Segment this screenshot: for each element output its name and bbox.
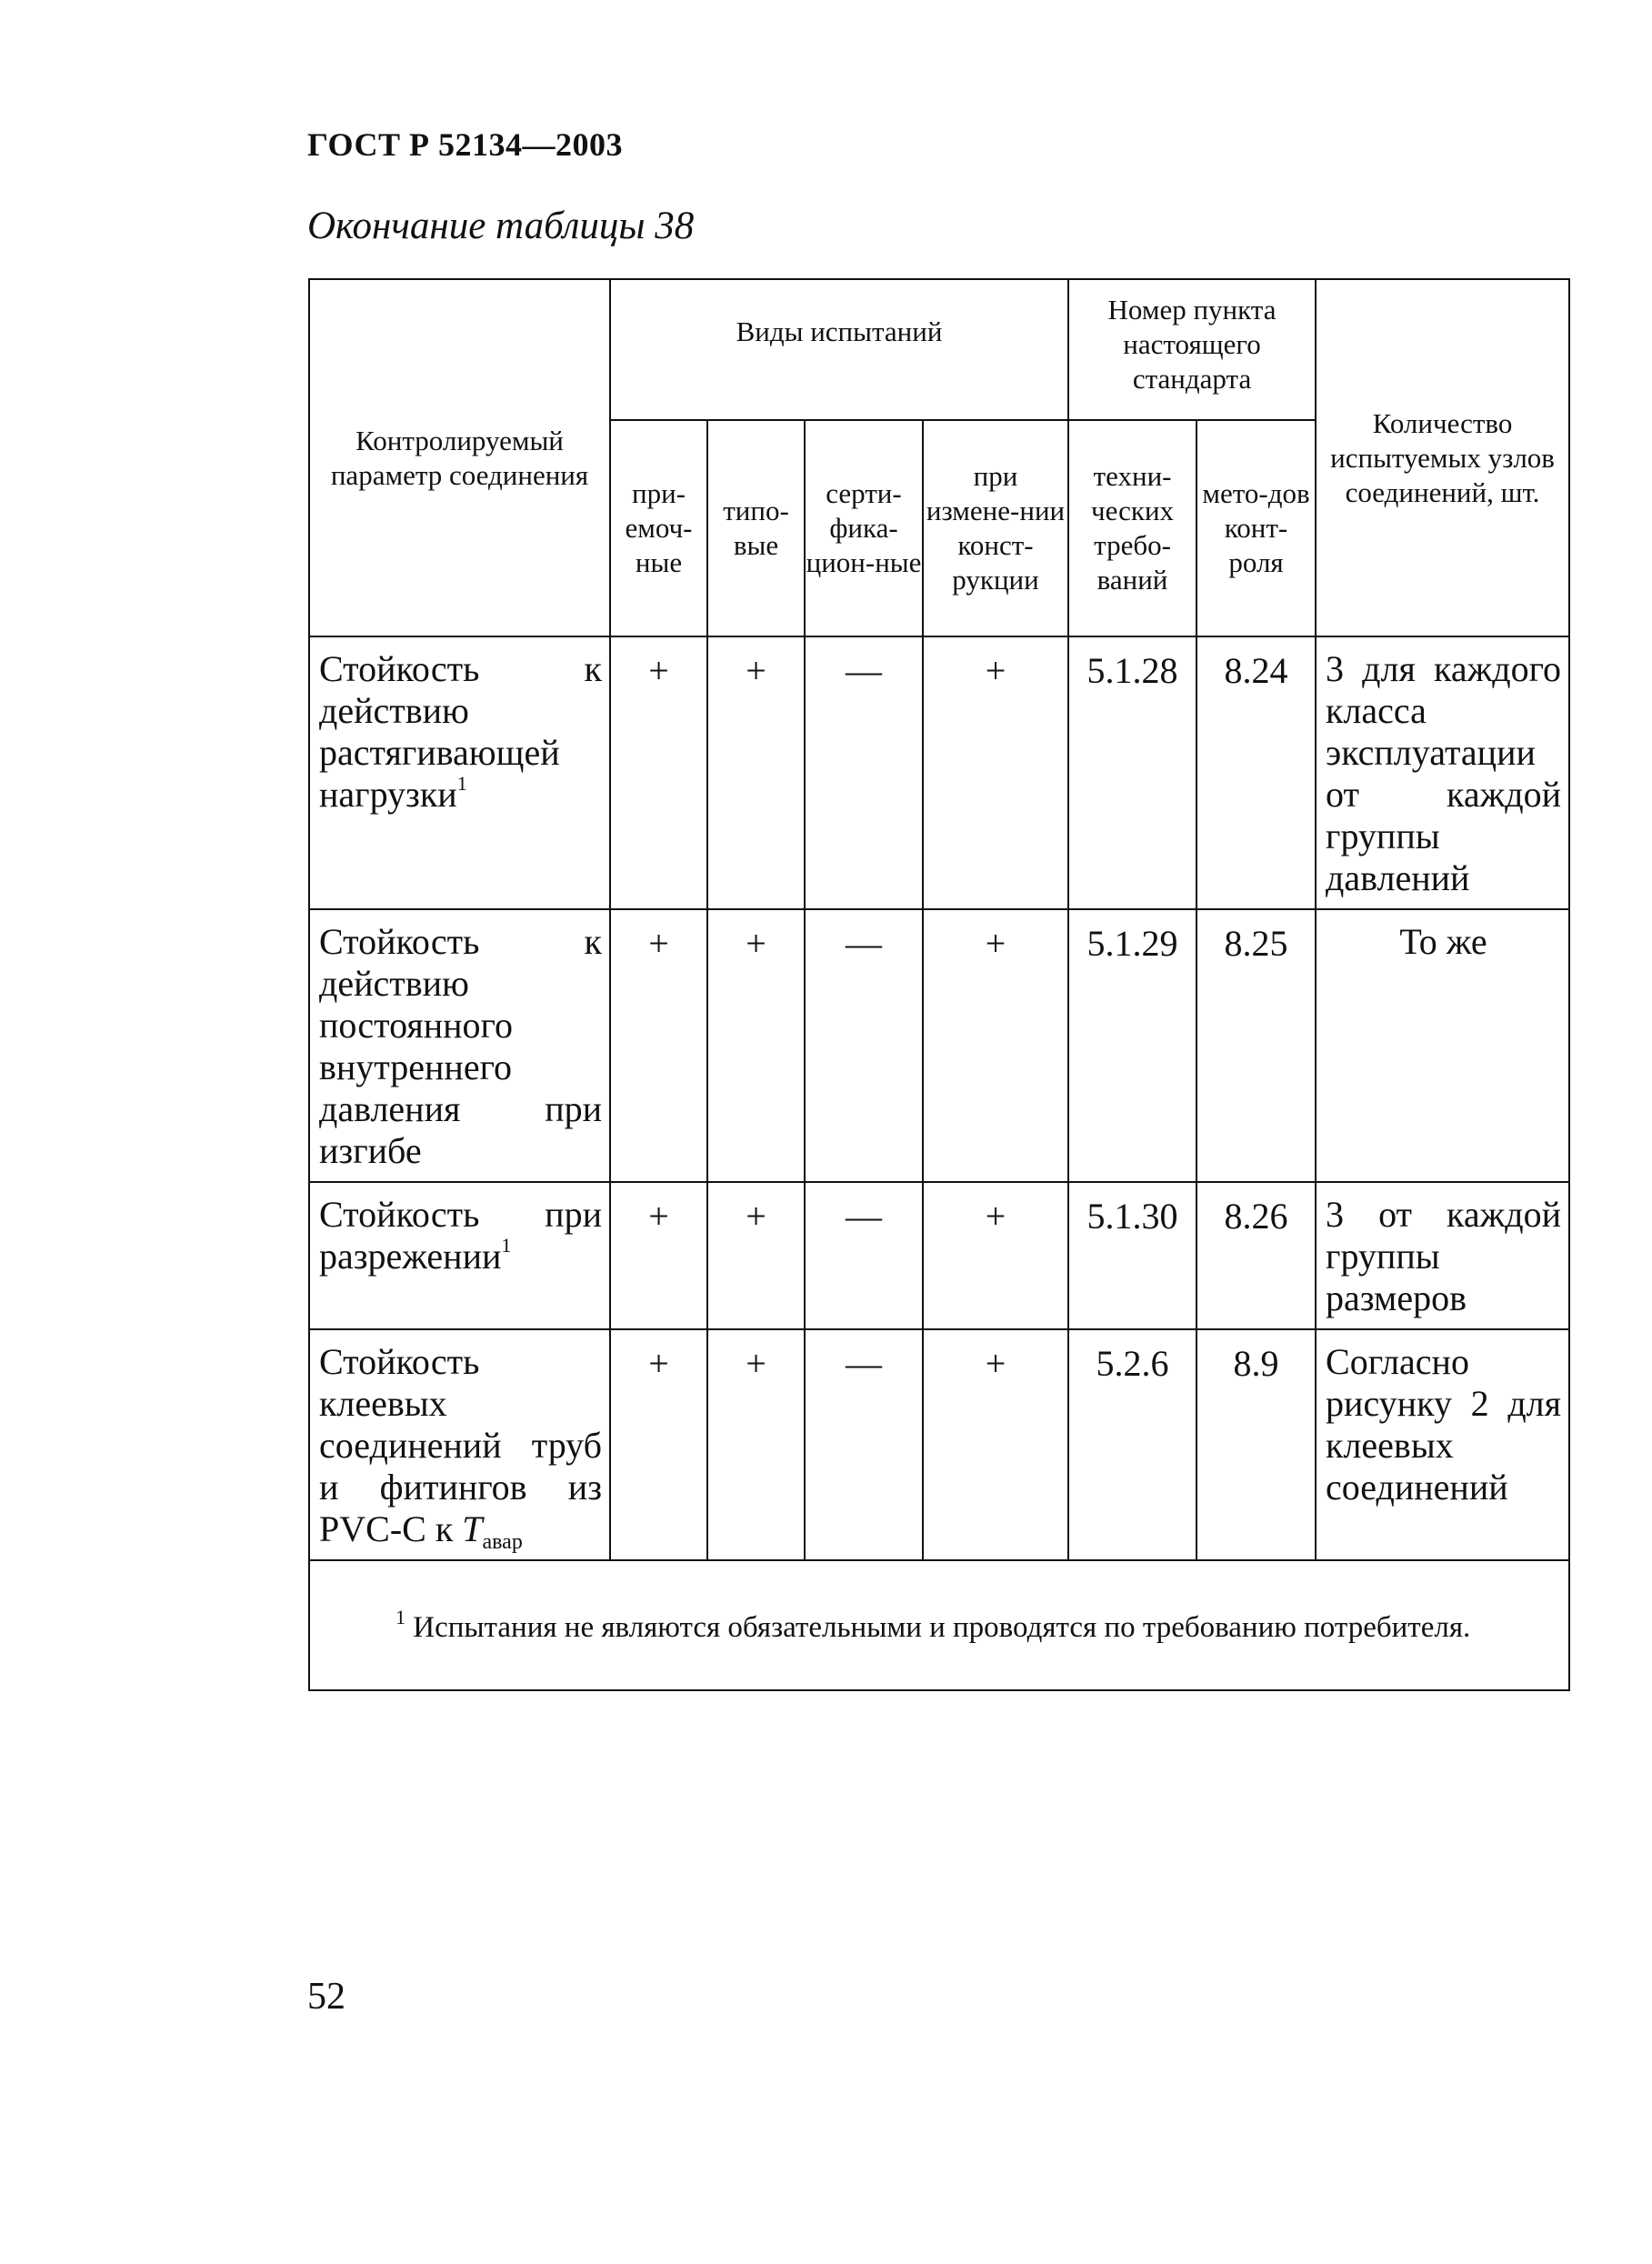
cell-type: +	[707, 909, 805, 1182]
row-param	[309, 636, 610, 909]
footnote-number: 1	[395, 1606, 405, 1628]
cell-type: +	[707, 636, 805, 909]
cell-certification: —	[805, 1182, 923, 1329]
footnote-row	[309, 1560, 1569, 1690]
cell-tech-req: 5.1.30	[1068, 1182, 1196, 1329]
header-type: типо-вые	[707, 420, 805, 636]
cell-design-change: +	[923, 1329, 1068, 1560]
table-row	[309, 1329, 1569, 1560]
cell-quantity: 3 от каждой группы размеров	[1316, 1182, 1569, 1329]
header-clause-number: Номер пункта настоящего стандарта	[1068, 279, 1316, 420]
cell-quantity: То же	[1316, 909, 1569, 1182]
cell-type: +	[707, 1329, 805, 1560]
cell-design-change: +	[923, 909, 1068, 1182]
cell-quantity: Согласно рисунку 2 для клеевых соединений	[1316, 1329, 1569, 1560]
row-param	[309, 1329, 610, 1560]
table-row	[309, 1182, 1569, 1329]
header-acceptance: при-емоч-ные	[610, 420, 707, 636]
cell-tech-req: 5.1.29	[1068, 909, 1196, 1182]
document-code: ГОСТ Р 52134—2003	[307, 126, 623, 163]
cell-acceptance: +	[610, 909, 707, 1182]
cell-design-change: +	[923, 636, 1068, 909]
cell-certification: —	[805, 636, 923, 909]
cell-acceptance: +	[610, 636, 707, 909]
cell-test-methods: 8.26	[1196, 1182, 1316, 1329]
row-param	[309, 909, 610, 1182]
row-param-text: Стойкость к действию постоянного внутреннего давления при изгибе	[319, 921, 602, 1171]
cell-tech-req: 5.2.6	[1068, 1329, 1196, 1560]
footnote-mark: 1	[501, 1234, 512, 1257]
temperature-subscript: авар	[482, 1530, 523, 1554]
row-param	[309, 1182, 610, 1329]
cell-design-change: +	[923, 1182, 1068, 1329]
table-continuation-title: Окончание таблицы 38	[307, 205, 695, 247]
cell-certification: —	[805, 909, 923, 1182]
cell-quantity: 3 для каждого класса эксплуатации от каждой группы давлений	[1316, 636, 1569, 909]
table-footnote	[309, 1560, 1569, 1690]
header-design-change: при измене-нии конст-рукции	[923, 420, 1068, 636]
page-number: 52	[307, 1976, 345, 2018]
footnote-text: Испытания не являются обязательными и проводятся по требованию потребителя.	[413, 1611, 1471, 1644]
cell-certification: —	[805, 1329, 923, 1560]
row-param-text: Стойкость при разрежении	[319, 1194, 602, 1277]
footnote-mark: 1	[456, 772, 467, 795]
cell-acceptance: +	[610, 1182, 707, 1329]
header-tech-req: техни-ческих требо-ваний	[1068, 420, 1196, 636]
row-param-text: Стойкость к действию растягивающей нагрузки	[319, 648, 602, 815]
row-param-text: Стойкость клеевых соединений труб и фитингов из PVC-C к	[319, 1341, 602, 1549]
cell-test-methods: 8.9	[1196, 1329, 1316, 1560]
header-row-1	[309, 279, 1569, 420]
cell-tech-req: 5.1.28	[1068, 636, 1196, 909]
header-test-methods: мето-дов конт-роля	[1196, 420, 1316, 636]
temperature-symbol: T	[462, 1508, 483, 1549]
cell-type: +	[707, 1182, 805, 1329]
header-test-types: Виды испытаний	[610, 279, 1068, 420]
cell-acceptance: +	[610, 1329, 707, 1560]
cell-test-methods: 8.25	[1196, 909, 1316, 1182]
header-quantity: Количество испытуемых узлов соединений, шт.	[1316, 279, 1569, 636]
header-param: Контролируемый параметр соединения	[309, 279, 610, 636]
table-row	[309, 636, 1569, 909]
test-types-table	[308, 278, 1570, 1691]
table-row	[309, 909, 1569, 1182]
header-certification: серти-фика-цион-ные	[805, 420, 923, 636]
cell-test-methods: 8.24	[1196, 636, 1316, 909]
